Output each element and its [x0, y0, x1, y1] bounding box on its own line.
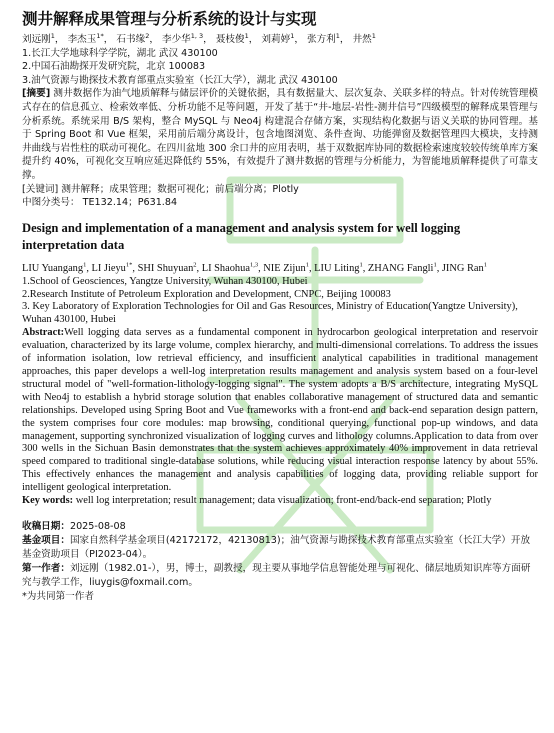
co-first-author-note: *为共同第一作者 [22, 590, 94, 602]
affiliation-cn-1: 1.长江大学地球科学学院，湖北 武汉 430100 [22, 47, 218, 59]
affiliation-en-3: 3. Key Laboratory of Exploration Technologies for Oil and Gas Resources, Ministry of Education(Yangtze University), Wuhan 430100, Hubei [22, 301, 518, 326]
keywords-cn [22, 183, 538, 197]
paper-title-en: Design and implementation of a management and analysis system for well logging interpretation data [22, 220, 461, 252]
author-cn: 刘远刚 [22, 34, 51, 45]
fund-info: 基金项目：国家自然科学基金项目(42172172，42130813)；油气资源与勘探技术教育部重点实验室（长江大学）开放基金资助项目（PI2023-04）。 [22, 534, 531, 560]
abstract-text-en: Well logging data serves as a fundamental component in hydrocarbon geological interpretation and reservoir evaluation, characterized by its large volume, complex hierarchy, and multi-dimensional correlations. To address the issues of information isolation, low retrieval efficiency, and insufficient analytical capabilities in traditional management approaches, this paper develops a well-log interpretation results management and analysis system based on a four-level structural model of "well-formation-lithology-logging signal". The system adopts a B/S architecture, integrating MySQL with Neo4j to establish a hybrid storage solution that enables collaborative management of structured data and semantic relationships. Developed using Spring Boot and Vue frameworks with a front-end and back-end separation design pattern, the system comprises four core modules: map browsing, conditional querying, functional pop-up windows, and data management, supporting synchronized visualization of logging curves and lithology columns.Application to data from over 300 wells in the Sichuan Basin demonstrates that the system achieves approximately 40% improvement in data retrieval speed compared to traditional single-database solutions, while reducing visual interaction response latency by about 55%. This effectively enhances the management and analysis capabilities of logging data, providing reliable support for intelligent geological interpretation. [22, 327, 538, 494]
chinese-section [22, 9, 538, 210]
author-list-cn: 刘远刚$^1$， 李杰玉$^{1*}$， 石书缘$^2$， 李少华$^{1, 3}$， 聂枝俊$^1$， 刘莉婷$^1$， 张方利$^1$， 井然$^1$ [22, 31, 376, 45]
author-list-en: LIU Yuangang$^1$, LI Jieyu$^{1*}$, SHI Shuyuan$^2$, LI Shaohua$^{1,3}$, NIE Zijun$^1$, LIU Liting$^1$, ZHANG Fangli$^1$, JING Ran$^1$ [22, 261, 487, 274]
abstract-cn [22, 87, 538, 182]
first-author-info: 第一作者：刘远刚（1982.01-），男，博士，副教授，现主要从事地学信息智能处理与可视化、储层地质知识库等方面研究与教学工作，liuygis@foxmail.com。 [22, 562, 531, 588]
clc-number: 中图分类号： TE132.14；P631.84 [22, 197, 178, 209]
keywords-label-en: Key words: [22, 495, 74, 507]
affiliation-en-1: 1.School of Geosciences, Yangtze University, Wuhan 430100, Hubei [22, 275, 308, 287]
abstract-text-cn: 测井数据作为油气地质解释与储层评价的关键依据，具有数据量大、层次复杂、关联多样的特点。针对传统管理模式存在的信息孤立、检索效率低、分析功能不足等问题，开发了基于“井-地层-岩性-测井信号”四级模型的解释成果管理与分析系统。系统采用 B/S 架构，整合 MySQL 与 Neo4j 构建混合存储方案，实现结构化数据与语义关联的协同管理。基于 Spring Boot 和 Vue 框架，采用前后端分离设计，包含地图浏览、条件查询、功能弹窗及数据管理四大模块，支持测井曲线与岩性柱的联动可视化。在四川盆地 300 余口井的应用表明，基于双数据库协同的数据检索速度较较传统单库方案提升约 40%，可视化交互响应延迟降低约 55%，有效提升了测井数据的管理与分析能力，为智能地质解释提供了可靠支撑。 [22, 88, 538, 181]
abstract-en [22, 327, 538, 495]
keywords-label-cn: [关键词] [22, 183, 59, 195]
keywords-en [22, 495, 538, 508]
author-cn: 张方利 [306, 34, 336, 45]
affiliation-cn-3: 3.油气资源与勘探技术教育部重点实验室（长江大学），湖北 武汉 430100 [22, 74, 338, 86]
author-cn: 李少华 [161, 34, 191, 45]
received-date: 收稿日期：2025-08-08 [22, 520, 126, 532]
author-cn: 刘莉婷 [261, 34, 291, 45]
author-cn: 聂枝俊 [215, 34, 245, 45]
affiliation-en-2: 2.Research Institute of Petroleum Exploration and Development, CNPC, Beijing 100083 [22, 288, 391, 300]
author-cn: 石书缘 [116, 34, 146, 45]
author-cn: 井然 [352, 34, 372, 45]
abstract-label-en: Abstract: [22, 327, 65, 339]
affiliation-cn-2: 2.中国石油勘探开发研究院，北京 100083 [22, 61, 206, 73]
keywords-text-cn: 测井解释；成果管理；数据可视化；前后端分离；Plotly [61, 183, 299, 195]
footnotes [22, 520, 538, 604]
paper-title-cn: 测井解释成果管理与分析系统的设计与实现 [22, 10, 317, 28]
keywords-text-en: well log interpretation; result management; data visualization; front-end/back-end separation; Plotly [75, 495, 492, 507]
english-section [22, 220, 538, 508]
author-cn: 李杰玉 [67, 34, 97, 45]
abstract-label-cn: [摘要] [22, 88, 51, 100]
